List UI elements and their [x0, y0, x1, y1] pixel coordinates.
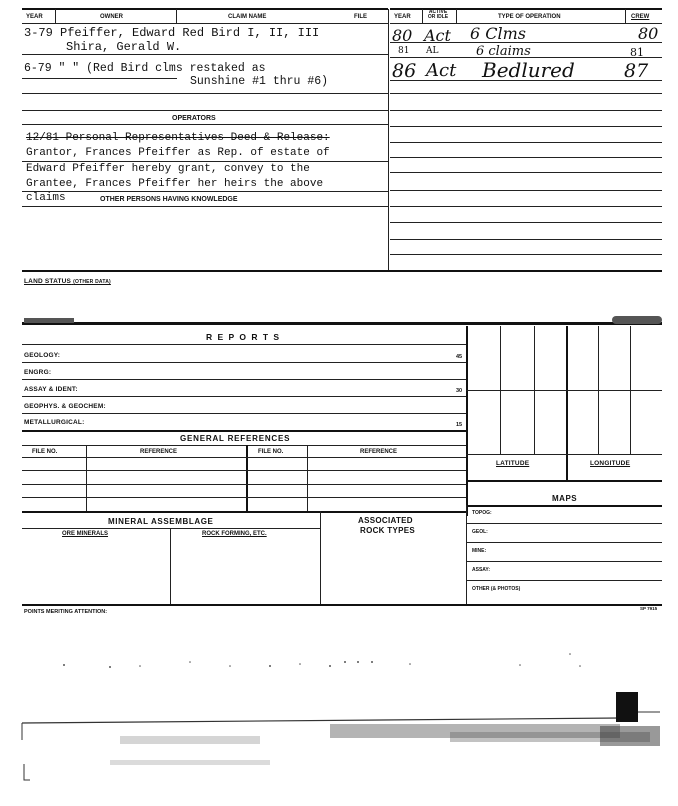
report-assay: ASSAY & IDENT:: [24, 386, 78, 393]
row-rule: [22, 93, 388, 94]
row-rule: [22, 457, 466, 458]
grid-line: [466, 390, 662, 391]
row-rule: [390, 142, 662, 143]
report-engrg: ENGRG:: [24, 369, 52, 376]
rock-forming-label: ROCK FORMING, ETC.: [202, 531, 267, 537]
ref-col-file-no-2: FILE NO.: [258, 449, 284, 455]
row-rule: [22, 413, 466, 414]
report-assay-num: 30: [456, 388, 463, 394]
ref-col-reference-2: REFERENCE: [360, 449, 398, 455]
hdr-divider: [456, 9, 457, 23]
map-topog: TOPOG:: [472, 510, 492, 516]
row-rule: [22, 430, 466, 432]
map-assay: ASSAY:: [472, 567, 491, 573]
rock-types-label: ROCK TYPES: [360, 526, 416, 535]
map-mine: MINE:: [472, 548, 487, 554]
claims-top-rule: [22, 8, 388, 10]
row-rule: [22, 161, 388, 162]
activity-row-3-type: Bedlured: [482, 58, 575, 82]
ref-col-reference-1: REFERENCE: [140, 449, 178, 455]
row-rule: [390, 190, 662, 191]
associated-label: ASSOCIATED: [358, 516, 413, 525]
operators-line-2: Grantor, Frances Pfeiffer as Rep. of estate of: [26, 147, 330, 159]
row-rule: [22, 206, 388, 207]
activity-row-1-type: 6 Clms: [470, 24, 527, 43]
activity-row-3-crew: 87: [624, 60, 649, 82]
mineral-bottom-rule: [22, 604, 662, 606]
activity-row-2-active: AL: [426, 46, 439, 56]
grid-line: [466, 454, 662, 455]
claim-row-1: 3-79 Pfeiffer, Edward Red Bird I, II, III: [24, 26, 320, 40]
row-rule: [22, 511, 466, 513]
row-rule: [22, 497, 466, 498]
claim-row-3: 6-79 " " (Red Bird clms restaked as: [24, 62, 266, 75]
col-header-active-idle: ACTIVE OR IDLE: [427, 9, 449, 20]
row-rule: [390, 126, 662, 127]
row-rule: [22, 470, 466, 471]
longitude-label: LONGITUDE: [590, 460, 631, 467]
operators-line-4: Grantee, Frances Pfeiffer her heirs the above: [26, 178, 324, 190]
row-rule: [22, 379, 466, 380]
maps-title: MAPS: [552, 494, 578, 503]
activity-row-3-active: Act: [426, 60, 457, 81]
operators-label: OPERATORS: [172, 115, 216, 122]
row-rule: [390, 239, 662, 240]
activity-row-1-active: Act: [424, 26, 451, 45]
row-rule: [390, 172, 662, 173]
activity-row-2-year: 81: [398, 46, 410, 56]
claim-row-4: Sunshine #1 thru #6): [190, 75, 329, 88]
activity-row-2-crew: 81: [630, 46, 644, 59]
operators-line-3: Edward Pfeiffer hereby grant, convey to the: [26, 163, 310, 175]
reports-top-rule: [22, 322, 662, 325]
points-meriting-attention-label: POINTS MERITING ATTENTION:: [24, 609, 108, 615]
general-references-title: GENERAL REFERENCES: [180, 434, 291, 443]
col-header-file: FILE: [354, 14, 367, 20]
hdr-divider: [625, 9, 626, 23]
col-header-claim-name: CLAIM NAME: [228, 14, 267, 20]
row-rule: [22, 484, 466, 485]
scan-smudge: [612, 316, 662, 324]
row-rule: [22, 54, 388, 55]
col-header-year: YEAR: [26, 14, 43, 20]
col-header-crew: CREW: [631, 14, 650, 20]
maps-rule: [466, 505, 662, 507]
scan-noise: [0, 640, 678, 806]
reports-title: R E P O R T S: [206, 332, 281, 342]
top-section-bottom-rule: [22, 270, 662, 272]
claim-row-2: Shira, Gerald W.: [66, 40, 182, 54]
maps-left-border: [466, 505, 467, 604]
hdr-divider: [422, 9, 423, 23]
map-other: OTHER (& PHOTOS): [472, 586, 521, 592]
col-header-owner: OWNER: [100, 14, 123, 20]
ref-col-file-no-1: FILE NO.: [32, 449, 58, 455]
land-status-label: LAND STATUS (OTHER DATA): [24, 278, 111, 285]
reports-right-border: [466, 326, 468, 516]
form-number: SP 7915: [640, 606, 658, 611]
grid-line: [566, 326, 568, 480]
row-rule: [466, 580, 662, 581]
scan-smudge: [24, 318, 74, 323]
col-header-type-operation: TYPE OF OPERATION: [498, 14, 561, 20]
row-rule: [390, 93, 662, 94]
row-rule: [390, 42, 662, 43]
report-geology: GEOLOGY:: [24, 352, 61, 359]
row-rule: [22, 110, 388, 111]
report-metallurgical-num: 15: [456, 422, 463, 428]
row-rule: [22, 396, 466, 397]
hdr-divider: [55, 9, 56, 23]
operators-line-1: 12/81 Personal Representatives Deed & Release:: [26, 132, 330, 144]
row-rule: [22, 78, 177, 79]
activity-row-1-crew: 80: [638, 24, 659, 43]
row-rule: [390, 80, 662, 81]
claims-header-rule: [22, 23, 388, 24]
report-geology-num: 45: [456, 354, 463, 360]
activity-row-3-year: 86: [392, 60, 417, 82]
row-rule: [22, 191, 388, 192]
mineral-divider: [320, 511, 321, 604]
row-rule: [390, 157, 662, 158]
operators-rule: [22, 124, 388, 125]
hdr-divider: [176, 9, 177, 23]
ref-col-divider: [246, 445, 248, 511]
row-rule: [466, 561, 662, 562]
latitude-label: LATITUDE: [496, 460, 530, 467]
ore-minerals-label: ORE MINERALS: [62, 531, 109, 537]
row-rule: [22, 528, 320, 529]
row-rule: [390, 222, 662, 223]
row-rule: [466, 542, 662, 543]
activity-row-1-year: 80: [392, 26, 413, 45]
grid-line: [466, 480, 662, 482]
map-geol: GEOL:: [472, 529, 488, 535]
operators-line-5: claims: [26, 192, 66, 204]
row-rule: [466, 523, 662, 524]
col-header-activity-year: YEAR: [394, 14, 411, 20]
activity-row-2-type: 6 claims: [476, 44, 531, 59]
ref-col-divider: [86, 445, 87, 511]
report-metallurgical: METALLURGICAL:: [24, 419, 85, 426]
row-rule: [390, 206, 662, 207]
other-persons-label: OTHER PERSONS HAVING KNOWLEDGE: [100, 196, 238, 203]
reports-header-rule: [22, 344, 466, 345]
mineral-assemblage-title: MINERAL ASSEMBLAGE: [108, 517, 214, 526]
mineral-divider: [170, 528, 171, 604]
report-geophys: GEOPHYS. & GEOCHEM:: [24, 403, 106, 410]
row-rule: [22, 362, 466, 363]
row-rule: [390, 254, 662, 255]
ref-col-divider: [307, 445, 308, 511]
row-rule: [22, 445, 466, 446]
row-rule: [390, 110, 662, 111]
main-vertical-divider: [388, 9, 389, 271]
